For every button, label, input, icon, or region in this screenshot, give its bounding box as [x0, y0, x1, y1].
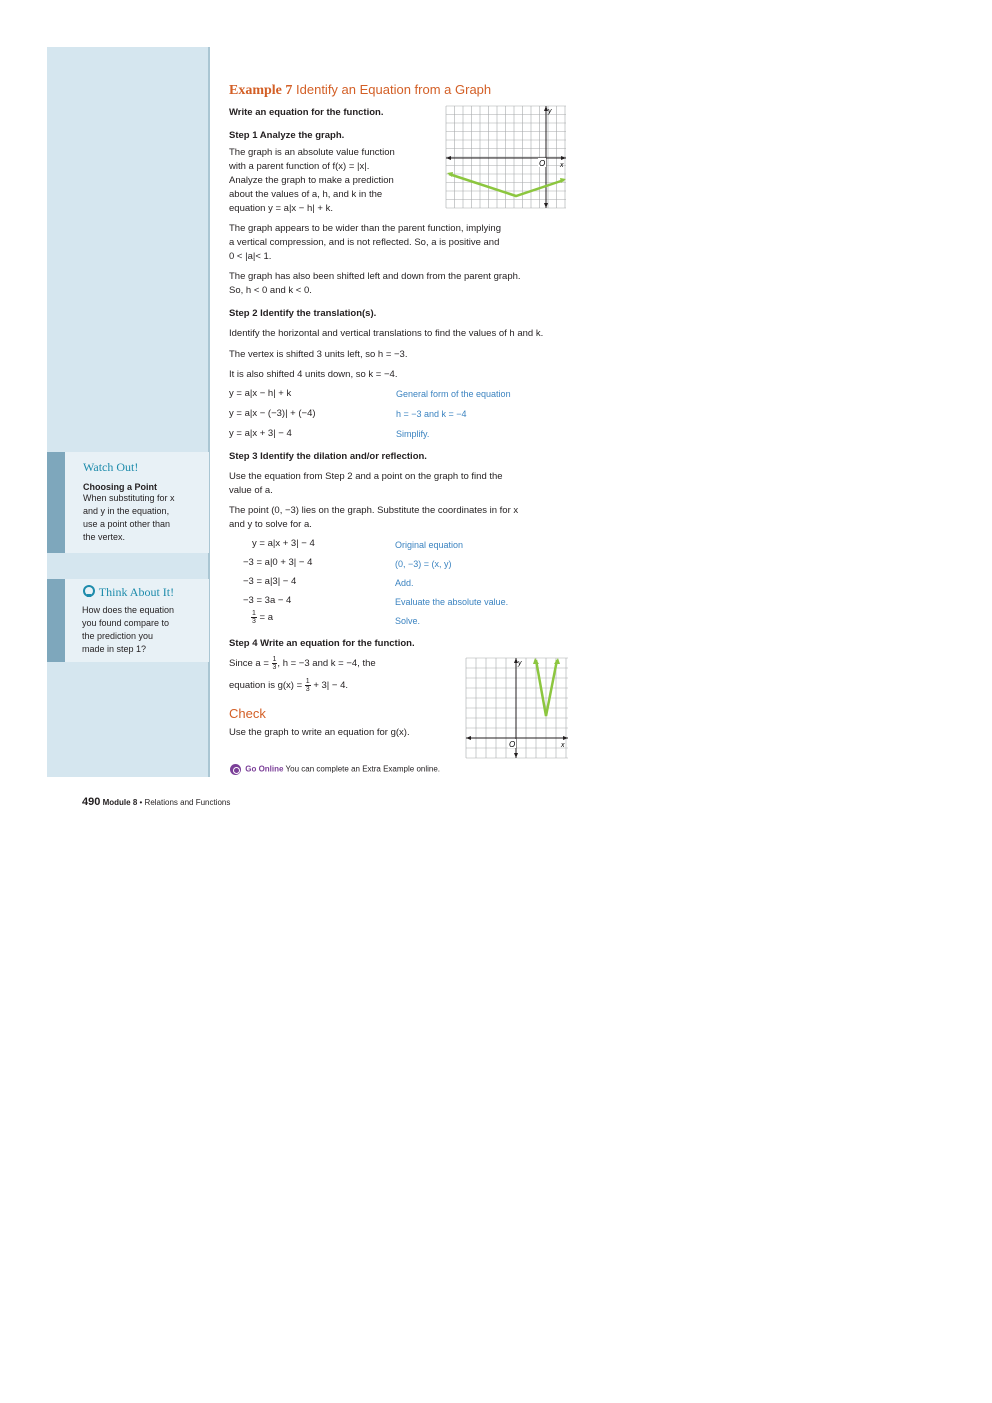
watch-out-subtitle: Choosing a Point: [83, 482, 157, 492]
step1-para2: The graph appears to be wider than the parent function, implying: [229, 223, 501, 234]
graph-2: [464, 656, 570, 760]
step3-para2: and y to solve for a.: [229, 519, 312, 530]
step3-note: Original equation: [395, 540, 464, 550]
step2-equation: y = a|x + 3| − 4: [229, 428, 292, 439]
graph-2-origin: O: [509, 740, 516, 749]
sidebar-rule: [208, 47, 210, 777]
fraction: $\frac{1}{3}$: [272, 655, 277, 671]
step2-line: The vertex is shifted 3 units left, so h = −3.: [229, 349, 408, 360]
arrow-icon: [466, 736, 471, 740]
footer-module: Module 8: [102, 798, 138, 807]
step3-equation: y = a|x + 3| − 4: [252, 538, 315, 549]
think-about-it-box: [47, 579, 209, 662]
step4-heading: Step 4 Write an equation for the function.: [229, 638, 415, 649]
step3-para1: value of a.: [229, 485, 273, 496]
graph-1: [444, 104, 568, 210]
example-title: [229, 82, 491, 99]
watch-out-box: [47, 452, 209, 553]
step1-para3: So, h < 0 and k < 0.: [229, 285, 312, 296]
go-online-text: You can complete an Extra Example online.: [285, 764, 441, 774]
sidebar: [47, 47, 209, 777]
step4-line1: Since a = $\frac{1}{3}$ , h = −3 and k = −4, the: [229, 655, 376, 671]
example-heading: Identify an Equation from a Graph: [296, 82, 492, 97]
step3-note: Add.: [395, 578, 414, 588]
think-body: How does the equation you found compare to the prediction you made in step 1?: [82, 605, 175, 654]
step3-para2: The point (0, −3) lies on the graph. Substitute the coordinates in for x: [229, 505, 519, 516]
step3-heading: Step 3 Identify the dilation and/or reflection.: [229, 451, 427, 462]
step3-equation: $\frac{1}{3}$ = a: [252, 610, 274, 625]
step3-equation: −3 = a|3| − 4: [243, 576, 297, 587]
step1-line: equation y = a|x − h| + k.: [229, 203, 333, 214]
graph-1-origin: O: [539, 159, 546, 168]
graph-1-curve: [449, 174, 564, 196]
graph-2-y-label: y: [518, 660, 522, 667]
arrow-icon: [514, 753, 518, 758]
graph-1-x-label: x: [560, 162, 564, 169]
step1-para3: The graph has also been shifted left and down from the parent graph.: [229, 271, 521, 282]
step1-line: with a parent function of f(x) = |x|.: [229, 161, 370, 172]
step1-line: The graph is an absolute value function: [229, 147, 395, 158]
step2-equation: y = a|x − (−3)| + (−4): [229, 408, 316, 419]
go-online-label[interactable]: Go Online: [245, 764, 284, 774]
think-title: Think About It!: [82, 585, 197, 600]
step3-equation: −3 = a|0 + 3| − 4: [243, 557, 313, 568]
watch-out-tab: [47, 452, 65, 553]
check-title: Check: [229, 706, 266, 721]
step3-note: (0, −3) = (x, y): [395, 559, 452, 569]
step1-para2: a vertical compression, and is not reflected. So, a is positive and: [229, 237, 500, 248]
watch-out-title: Watch Out!: [83, 460, 139, 474]
step2-line: Identify the horizontal and vertical translations to find the values of h and k.: [229, 328, 544, 339]
step1-line: Analyze the graph to make a prediction: [229, 175, 394, 186]
step2-note: Simplify.: [396, 429, 430, 439]
step3-equation: −3 = 3a − 4: [243, 595, 292, 606]
footer-separator: •: [139, 798, 143, 807]
step2-heading: Step 2 Identify the translation(s).: [229, 308, 377, 319]
step3-note: Evaluate the absolute value.: [395, 597, 509, 607]
arrow-icon: [446, 156, 451, 160]
step3-para1: Use the equation from Step 2 and a point on the graph to find the: [229, 471, 503, 482]
arrow-icon: [554, 658, 560, 664]
step2-note: h = −3 and k = −4: [396, 409, 467, 419]
check-text: Use the graph to write an equation for g(x).: [229, 727, 410, 738]
footer-chapter: Relations and Functions: [144, 798, 231, 807]
step3-note: Solve.: [395, 616, 421, 626]
go-online-icon: [230, 764, 241, 775]
go-online[interactable]: [230, 764, 440, 775]
step2-line: It is also shifted 4 units down, so k = −4.: [229, 369, 398, 380]
think-icon: [82, 585, 96, 598]
page-footer: [82, 796, 230, 808]
step1-heading: Step 1 Analyze the graph.: [229, 130, 345, 141]
page-number: 490: [82, 796, 101, 808]
graph-2-x-label: x: [561, 742, 565, 749]
step2-note: General form of the equation: [396, 389, 511, 399]
intro-text: Write an equation for the function.: [229, 107, 384, 118]
graph-2-grid: [466, 658, 568, 758]
step1-line: about the values of a, h, and k in the: [229, 189, 383, 200]
step4-line2: equation is g(x) = $\frac{1}{3}$ + 3| − 4.: [229, 677, 349, 693]
step2-equation: y = a|x − h| + k: [229, 388, 292, 399]
arrow-icon: [447, 172, 453, 177]
arrow-icon: [544, 203, 548, 208]
step1-para2: 0 < |a|< 1.: [229, 251, 272, 262]
think-tab: [47, 579, 65, 662]
fraction: $\frac{1}{3}$: [305, 677, 310, 693]
fraction: $\frac{1}{3}$: [252, 610, 256, 625]
graph-1-y-label: y: [548, 108, 552, 115]
watch-out-body: When substituting for x and y in the equation, use a point other than the vertex.: [83, 493, 175, 542]
example-label: Example 7: [229, 83, 293, 98]
arrow-icon: [563, 736, 568, 740]
